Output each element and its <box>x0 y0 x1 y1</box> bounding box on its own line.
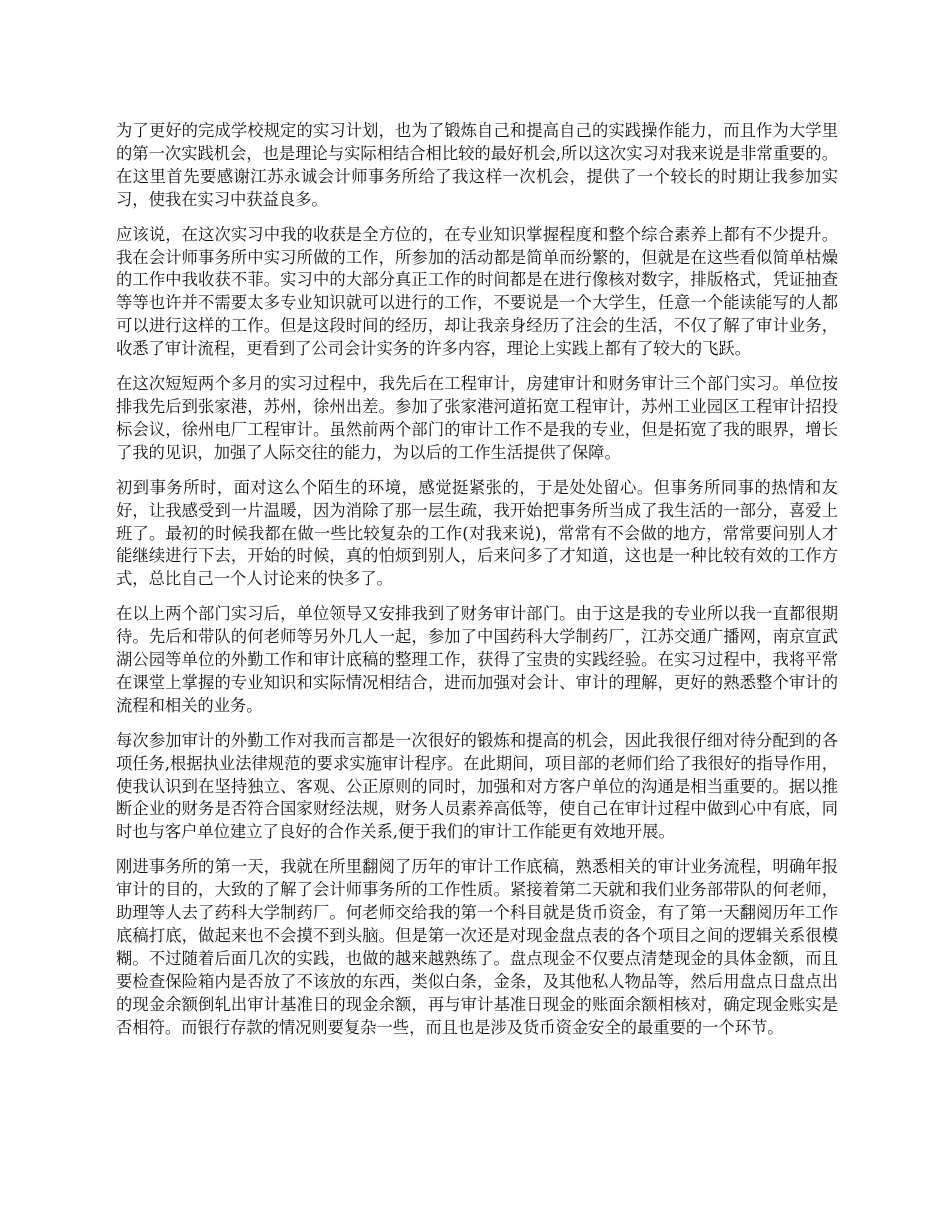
paragraph-3: 在这次短短两个多月的实习过程中，我先后在工程审计，房建审计和财务审计三个部门实习。单位按排我先后到张家港，苏州，徐州出差。参加了张家港河道拓宽工程审计，苏州工业园区工程审计招投标会议，徐州电厂工程审计。虽然前两个部门的审计工作不是我的专业，但是拓宽了我的眼界，增长了我的见识，加强了人际交往的能力，为以后的工作生活提供了保障。 <box>116 374 838 462</box>
paragraph-5: 在以上两个部门实习后，单位领导又安排我到了财务审计部门。由于这是我的专业所以我一直都很期待。先后和带队的何老师等另外几人一起，参加了中国药科大学制药厂，江苏交通广播网，南京宣武湖公园等单位的外勤工作和审计底稿的整理工作，获得了宝贵的实践经验。在实习过程中，我将平常在课堂上掌握的专业知识和实际情况相结合，进而加强对会计、审计的理解，更好的熟悉整个审计的流程和相关的业务。 <box>116 604 838 715</box>
paragraph-2: 应该说，在这次实习中我的收获是全方位的，在专业知识掌握程度和整个综合素养上都有不少提升。我在会计师事务所中实习所做的工作，所参加的活动都是简单而纷繁的，但就是在这些看似简单枯燥的工作中我收获不菲。实习中的大部分真正工作的时间都是在进行像核对数字，排版格式，凭证抽查等等也许并不需要太多专业知识就可以进行的工作，不要说是一个大学生，任意一个能读能写的人都可以进行这样的工作。但是这段时间的经历，却让我亲身经历了注会的生活，不仅了解了审计业务，收悉了审计流程，更看到了公司会计实务的许多内容，理论上实践上都有了较大的飞跃。 <box>116 224 838 359</box>
paragraph-1: 为了更好的完成学校规定的实习计划，也为了锻炼自己和提高自己的实践操作能力，而且作为大学里的第一次实践机会，也是理论与实际相结合相比较的最好机会,所以这次实习对我来说是非常重要的。在这里首先要感谢江苏永诚会计师事务所给了我这样一次机会，提供了一个较长的时期让我参加实习，使我在实习中获益良多。 <box>116 121 838 209</box>
document-body <box>116 120 838 1052</box>
paragraph-6: 每次参加审计的外勤工作对我而言都是一次很好的锻炼和提高的机会，因此我很仔细对待分配到的各项任务,根据执业法律规范的要求实施审计程序。在此期间，项目部的老师们给了我很好的指导作用，使我认识到在坚持独立、客观、公正原则的同时，加强和对方客户单位的沟通是相当重要的。据以推断企业的财务是否符合国家财经法规，财务人员素养高低等，使自己在审计过程中做到心中有底，同时也与客户单位建立了良好的合作关系,便于我们的审计工作能更有效地开展。 <box>116 730 838 842</box>
paragraph-4: 初到事务所时，面对这么个陌生的环境，感觉挺紧张的，于是处处留心。但事务所同事的热情和友好，让我感受到一片温暖，因为消除了那一层生疏，我开始把事务所当成了我生活的一部分，喜爱上班了。最初的时候我都在做一些比较复杂的工作(对我来说)，常常有不会做的地方，常常要问别人才能继续进行下去，开始的时候，真的怕烦到别人，后来问多了才知道，这也是一种比较有效的工作方式，总比自己一个人讨论来的快多了。 <box>116 477 838 589</box>
paragraph-7: 刚进事务所的第一天，我就在所里翻阅了历年的审计工作底稿，熟悉相关的审计业务流程，明确年报审计的目的，大致的了解了会计师事务所的工作性质。紧接着第二天就和我们业务部带队的何老师，助理等人去了药科大学制药厂。何老师交给我的第一个科目就是货币资金，有了第一天翻阅历年工作底稿打底，做起来也不会摸不到头脑。但是第一次还是对现金盘点表的各个项目之间的逻辑关系很模糊。不过随着后面几次的实践，也做的越来越熟练了。盘点现金不仅要点清楚现金的具体金额，而且要检查保险箱内是否放了不该放的东西，类似白条，金条，及其他私人物品等，然后用盘点日盘点出的现金余额倒轧出审计基准日的现金余额，再与审计基准日现金的账面余额相核对，确定现金账实是否相符。而银行存款的情况则要复杂一些，而且也是涉及货币资金安全的最重要的一个环节。 <box>116 857 838 1037</box>
